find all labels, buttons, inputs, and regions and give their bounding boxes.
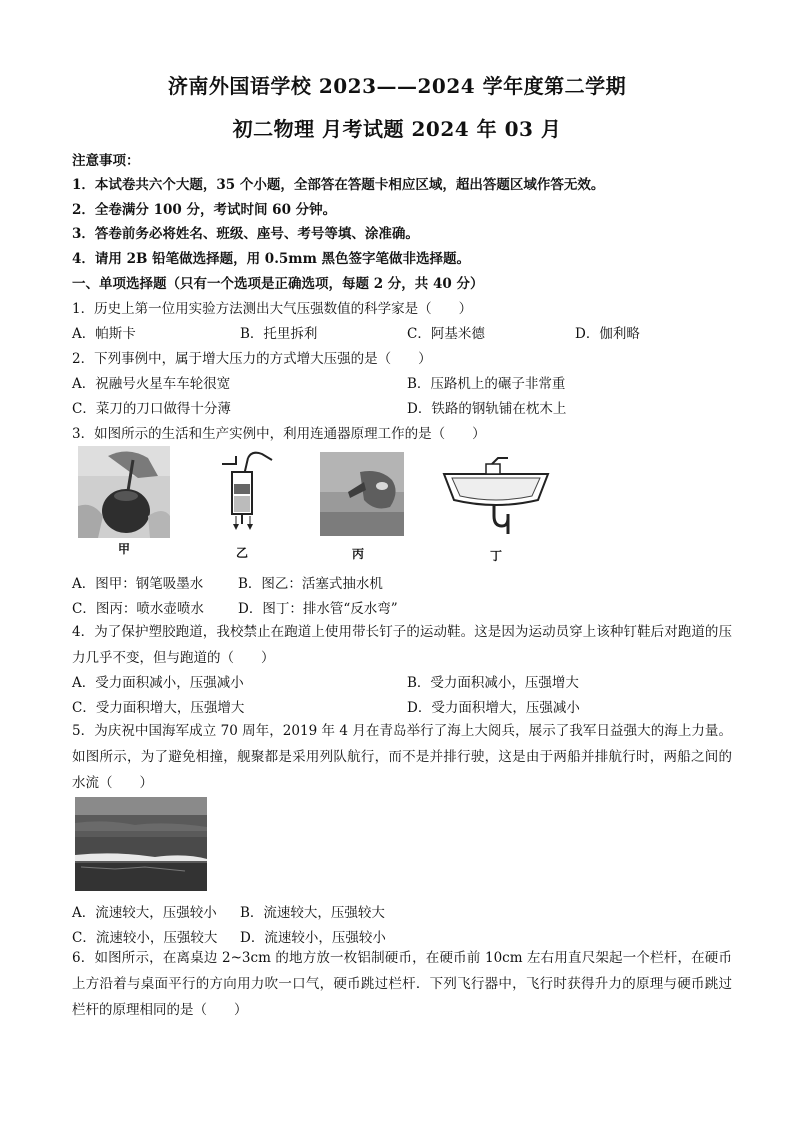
option-b: B．受力面积减小，压强增大 xyxy=(407,675,579,691)
question-stem: 3．如图所示的生活和生产实例中，利用连通器原理工作的是（ ） xyxy=(72,426,486,442)
figure-sink-trap xyxy=(440,454,552,536)
section-heading: 一、单项选择题（只有一个选项是正确选项，每题 2 分，共 40 分） xyxy=(72,276,484,292)
question-stem: 6．如图所示，在离桌边 2~3cm 的地方放一枚铝制硬币，在硬币前 10cm 左右用直尺架起一个栏杆，在硬币上方沿着与桌面平行的方向用力吹一口气，硬币跳过栏杆．下列飞行器中，飞行时获得升力的原理与硬币跳过栏杆的原理相同的是（ ） xyxy=(72,950,732,1018)
option-a: A．帕斯卡 xyxy=(72,326,136,342)
option-d: D．伽利略 xyxy=(575,326,640,342)
note-item: 1．本试卷共六个大题，35 个小题，全部答在答题卡相应区域，超出答题区域作答无效。 xyxy=(72,177,605,193)
option-d: D．铁路的钢轨铺在枕木上 xyxy=(407,401,567,417)
figure-watering-can-photo xyxy=(320,452,404,536)
option-a: A．流速较大，压强较小 xyxy=(72,905,217,921)
question-stem: 4．为了保护塑胶跑道，我校禁止在跑道上使用带长钉子的运动鞋。这是因为运动员穿上该种钉鞋后对跑道的压力几乎不变，但与跑道的（ ） xyxy=(72,624,732,666)
option-a: A．受力面积减小，压强减小 xyxy=(72,675,244,691)
option-c: C．图丙：喷水壶喷水 xyxy=(72,601,204,617)
question-stem: 5．为庆祝中国海军成立 70 周年，2019 年 4 月在青岛举行了海上大阅兵，展示了我军日益强大的海上力量。如图所示，为了避免相撞，舰聚都是采用列队航行，而不是并排行驶，这是由于两船并排航行时，两船之间的水流（ ） xyxy=(72,723,732,791)
question-stem: 2．下列事例中，属于增大压力的方式增大压强的是（ ） xyxy=(72,351,432,367)
question-stem: 1．历史上第一位用实验方法测出大气压强数值的科学家是（ ） xyxy=(72,301,473,317)
note-item: 3．答卷前务必将姓名、班级、座号、考号等填、涂准确。 xyxy=(72,226,419,242)
option-d: D．图丁：排水管“反水弯” xyxy=(238,601,398,617)
exam-title: 济南外国语学校 2023——2024 学年度第二学期 xyxy=(167,74,627,98)
option-a: A．图甲：钢笔吸墨水 xyxy=(72,576,204,592)
figure-label: 甲 xyxy=(118,542,131,556)
option-a: A．祝融号火星车车轮很宽 xyxy=(72,376,231,392)
option-b: B．压路机上的碾子非常重 xyxy=(407,376,566,392)
option-d: D．受力面积增大，压强减小 xyxy=(407,700,580,716)
option-d: D．流速较小，压强较小 xyxy=(240,930,386,946)
option-b: B．托里拆利 xyxy=(240,326,318,342)
note-item: 4．请用 2B 铅笔做选择题，用 0.5mm 黑色签字笔做非选择题。 xyxy=(72,251,471,267)
figure-label: 乙 xyxy=(236,546,249,560)
figure-piston-pump xyxy=(212,450,274,532)
option-c: C．菜刀的刀口做得十分薄 xyxy=(72,401,231,417)
notes-heading: 注意事项： xyxy=(72,153,140,169)
figure-label: 丙 xyxy=(352,547,365,561)
figure-label: 丁 xyxy=(490,549,503,563)
figure-pen-ink-photo xyxy=(78,446,170,538)
option-c: C．受力面积增大，压强增大 xyxy=(72,700,245,716)
note-item: 2．全卷满分 100 分，考试时间 60 分钟。 xyxy=(72,202,337,218)
option-b: B．图乙：活塞式抽水机 xyxy=(238,576,383,592)
option-b: B．流速较大，压强较大 xyxy=(240,905,385,921)
option-c: C．阿基米德 xyxy=(407,326,485,342)
exam-subtitle: 初二物理 月考试题 2024 年 03 月 xyxy=(232,117,562,141)
option-c: C．流速较小，压强较大 xyxy=(72,930,218,946)
figure-warships-photo xyxy=(75,797,207,891)
